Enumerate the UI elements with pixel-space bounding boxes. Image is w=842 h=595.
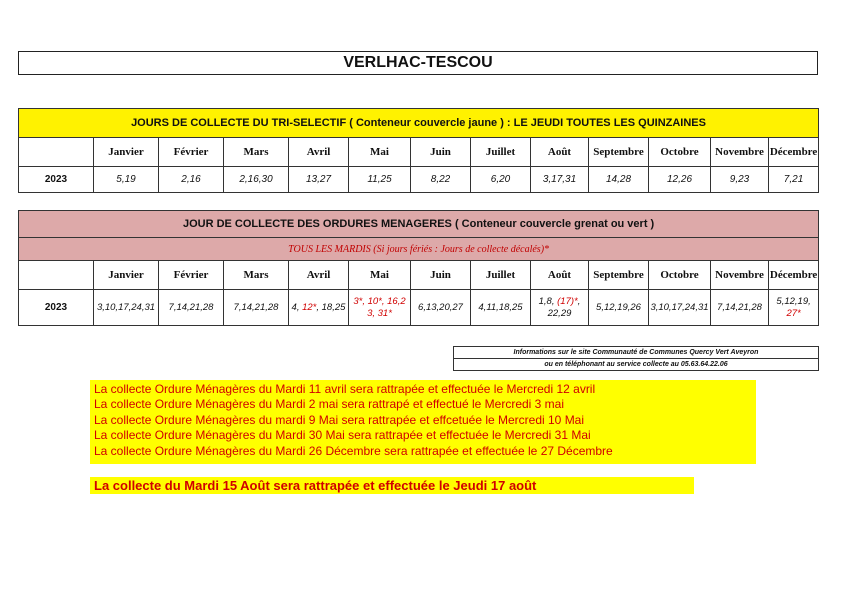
tri-month-header: Mai <box>349 138 411 167</box>
om-month-header: Juillet <box>471 261 531 290</box>
om-date-part: , 16,2 3, 31* <box>367 295 406 319</box>
tri-date-cell: 7,21 <box>769 167 819 193</box>
om-month-header: Août <box>531 261 589 290</box>
tri-month-header: Juillet <box>471 138 531 167</box>
tri-date-cell: 2,16,30 <box>224 167 289 193</box>
tri-date-cell: 12,26 <box>649 167 711 193</box>
om-corner-cell <box>19 261 94 290</box>
tri-date-cell: 14,28 <box>589 167 649 193</box>
info-line-2: ou en téléphonant au service collecte au 05.63.64.22.06 <box>454 359 819 371</box>
om-date-cell <box>769 290 819 326</box>
tri-month-header: Novembre <box>711 138 769 167</box>
om-month-header: Novembre <box>711 261 769 290</box>
om-date-part: 4, <box>291 301 303 313</box>
om-date-part: 3,10,17,24, <box>650 301 698 313</box>
tri-month-header: Juin <box>411 138 471 167</box>
august-note: La collecte du Mardi 15 Août sera rattrapée et effectuée le Jeudi 17 août <box>90 477 694 494</box>
om-date-part: 5,12,19, <box>776 295 811 307</box>
ordures-menageres-table <box>18 210 819 326</box>
tri-month-header: Août <box>531 138 589 167</box>
tri-month-header: Avril <box>289 138 349 167</box>
page-title: VERLHAC-TESCOU <box>18 51 818 75</box>
notes-box <box>90 380 756 464</box>
om-date-part: 7,14,21,28 <box>168 301 214 313</box>
om-date-cell <box>589 290 649 326</box>
om-date-cell <box>349 290 411 326</box>
tri-date-cell: 6,20 <box>471 167 531 193</box>
tri-date-cell: 9,23 <box>711 167 769 193</box>
om-date-holiday: (17)* <box>557 295 578 307</box>
tri-year-cell: 2023 <box>19 167 94 193</box>
tri-month-header: Octobre <box>649 138 711 167</box>
om-date-part: 7,14,21,28 <box>233 301 279 313</box>
om-values-row <box>19 290 819 326</box>
info-table <box>453 346 819 371</box>
om-date-part: 3,10,17,24, <box>96 301 145 313</box>
tri-date-cell: 8,22 <box>411 167 471 193</box>
note-line: La collecte Ordure Ménagères du mardi 9 Mai sera rattrapée et effcetuée le Mercredi 10 Mai <box>94 412 585 427</box>
note-line: La collecte Ordure Ménagères du Mardi 11 avril sera rattrapée et effectuée le Mercredi 12 avril <box>94 382 596 396</box>
om-date-cell <box>531 290 589 326</box>
om-date-cell <box>411 290 471 326</box>
tri-date-cell: 11,25 <box>349 167 411 193</box>
om-year-cell: 2023 <box>19 290 94 326</box>
om-month-header: Avril <box>289 261 349 290</box>
tri-month-header: Décembre <box>769 138 819 167</box>
tri-selectif-table <box>18 108 819 193</box>
info-line-1: Informations sur le site Communauté de Communes Quercy Vert Aveyron <box>454 347 819 359</box>
om-date-part: 31 <box>144 301 156 313</box>
om-month-header: Juin <box>411 261 471 290</box>
om-subheader: TOUS LES MARDIS (Si jours fériés : Jours de collecte décalés)* <box>19 238 819 261</box>
tri-header: JOURS DE COLLECTE DU TRI-SELECTIF ( Conteneur couvercle jaune ) : LE JEUDI TOUTES LES QUINZAINES <box>19 109 819 138</box>
note-line: La collecte Ordure Ménagères du Mardi 2 mai sera rattrapé et effectué le Mercredi 3 mai <box>94 397 565 412</box>
tri-month-row <box>19 138 819 167</box>
tri-date-cell: 13,27 <box>289 167 349 193</box>
om-date-cell <box>711 290 769 326</box>
tri-values-row <box>19 167 819 193</box>
om-date-part: , 18,25 <box>316 301 346 313</box>
om-date-holiday: 12* <box>302 301 317 313</box>
om-date-cell <box>94 290 159 326</box>
om-date-part: 31 <box>697 301 709 313</box>
tri-month-header: Janvier <box>94 138 159 167</box>
tri-corner-cell <box>19 138 94 167</box>
om-date-holiday: 27* <box>786 307 801 319</box>
om-date-part: 5,12,19,26 <box>596 301 641 313</box>
om-date-part: , 22,29 <box>547 295 581 319</box>
tri-month-header: Septembre <box>589 138 649 167</box>
tri-date-cell: 2,16 <box>159 167 224 193</box>
om-date-part: 7,14,21,28 <box>717 301 762 313</box>
om-header: JOUR DE COLLECTE DES ORDURES MENAGERES ( Conteneur couvercle grenat ou vert ) <box>19 211 819 238</box>
om-date-cell <box>159 290 224 326</box>
tri-date-cell: 3,17,31 <box>531 167 589 193</box>
om-month-header: Septembre <box>589 261 649 290</box>
om-date-cell <box>649 290 711 326</box>
om-month-header: Février <box>159 261 224 290</box>
om-date-part: 6,13,20,27 <box>418 301 463 313</box>
note-line: La collecte Ordure Ménagères du Mardi 26 Décembre sera rattrapée et effectuée le 27 Décembre <box>94 443 613 458</box>
om-month-header: Mars <box>224 261 289 290</box>
om-date-part: 4,11,18,25 <box>478 301 523 313</box>
om-month-header: Décembre <box>769 261 819 290</box>
om-month-row <box>19 261 819 290</box>
tri-date-cell: 5,19 <box>94 167 159 193</box>
tri-month-header: Février <box>159 138 224 167</box>
om-month-header: Mai <box>349 261 411 290</box>
tri-month-header: Mars <box>224 138 289 167</box>
om-date-cell <box>289 290 349 326</box>
om-date-part: 1,8, <box>538 295 558 307</box>
om-date-cell <box>471 290 531 326</box>
om-date-holiday: 3*, 10* <box>353 295 382 307</box>
om-month-header: Octobre <box>649 261 711 290</box>
om-date-cell <box>224 290 289 326</box>
note-line: La collecte Ordure Ménagères du Mardi 30 Mai sera rattrapée et effectuée le Mercredi 31 Mai <box>94 428 591 443</box>
om-month-header: Janvier <box>94 261 159 290</box>
